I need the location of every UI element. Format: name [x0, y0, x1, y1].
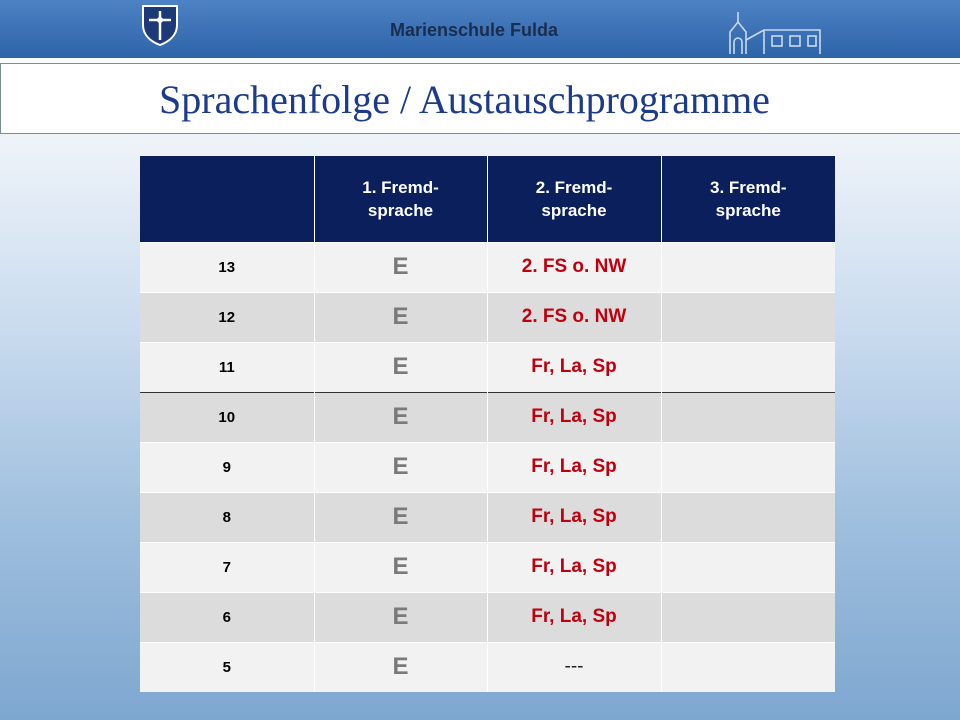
third-language-cell: [661, 242, 835, 292]
header-grade: [140, 156, 314, 242]
grade-cell: 9: [140, 442, 314, 492]
slide-title: Sprachenfolge / Austauschprogramme: [159, 77, 770, 122]
second-language-cell: Fr, La, Sp: [487, 492, 661, 542]
table-header-row: [140, 156, 835, 242]
header-bar: [0, 0, 960, 58]
third-language-cell: [661, 492, 835, 542]
grade-cell: 12: [140, 292, 314, 342]
grade-cell: 10: [140, 392, 314, 442]
grade-cell: 5: [140, 642, 314, 692]
grade-cell: 6: [140, 592, 314, 642]
first-language-cell: E: [314, 492, 487, 542]
first-language-cell: E: [314, 292, 487, 342]
third-language-cell: [661, 442, 835, 492]
third-language-cell: [661, 592, 835, 642]
third-language-cell: [661, 542, 835, 592]
table-row: [140, 542, 835, 592]
header-third-language: 3. Fremd-sprache: [661, 156, 835, 242]
table-row: [140, 592, 835, 642]
second-language-cell: Fr, La, Sp: [487, 342, 661, 392]
third-language-cell: [661, 292, 835, 342]
grade-cell: 8: [140, 492, 314, 542]
first-language-cell: E: [314, 592, 487, 642]
first-language-cell: E: [314, 342, 487, 392]
second-language-cell: Fr, La, Sp: [487, 392, 661, 442]
table-row: [140, 342, 835, 392]
table-row: [140, 442, 835, 492]
grade-cell: 13: [140, 242, 314, 292]
header-first-language: 1. Fremd-sprache: [314, 156, 487, 242]
first-language-cell: E: [314, 392, 487, 442]
table-row: [140, 292, 835, 342]
table-row: [140, 242, 835, 292]
school-name: Marienschule Fulda: [390, 20, 559, 40]
first-language-cell: E: [314, 642, 487, 692]
table-row: [140, 492, 835, 542]
first-language-cell: E: [314, 542, 487, 592]
cross-crest-icon: [140, 3, 180, 47]
church-building-icon: [724, 10, 824, 56]
third-language-cell: [661, 342, 835, 392]
first-language-cell: E: [314, 242, 487, 292]
third-language-cell: [661, 642, 835, 692]
second-language-cell: 2. FS o. NW: [487, 242, 661, 292]
table-row: [140, 392, 835, 442]
title-box: [0, 63, 960, 134]
first-language-cell: E: [314, 442, 487, 492]
grade-cell: 11: [140, 342, 314, 392]
second-language-cell: 2. FS o. NW: [487, 292, 661, 342]
language-sequence-table: [140, 156, 835, 692]
grade-cell: 7: [140, 542, 314, 592]
header-second-language: 2. Fremd-sprache: [487, 156, 661, 242]
table-row: [140, 642, 835, 692]
second-language-cell: Fr, La, Sp: [487, 542, 661, 592]
second-language-cell: ---: [487, 642, 661, 692]
third-language-cell: [661, 392, 835, 442]
second-language-cell: Fr, La, Sp: [487, 592, 661, 642]
second-language-cell: Fr, La, Sp: [487, 442, 661, 492]
